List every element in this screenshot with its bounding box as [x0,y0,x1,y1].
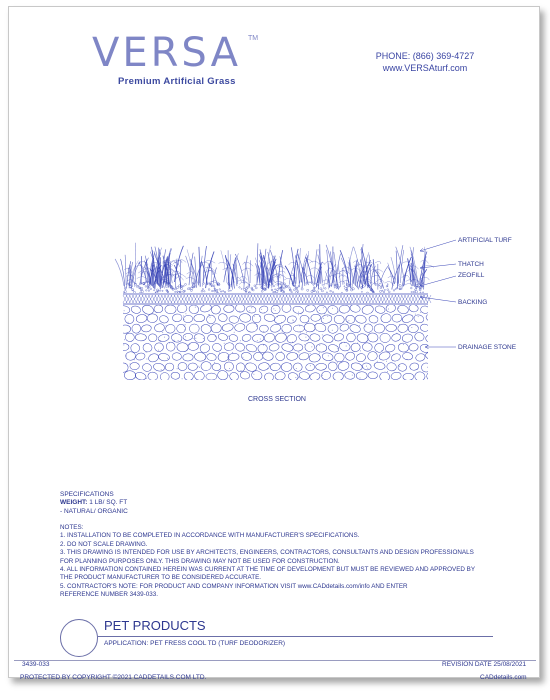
note-line: THE PRODUCT MANUFACTURER TO BE CONSIDERED ACCURATE. [60,574,262,582]
label-backing: BACKING [458,299,488,306]
logo-tagline: Premium Artificial Grass [118,76,236,87]
label-zeofill: ZEOFILL [458,272,485,279]
specifications-block [60,491,128,516]
notes-block [60,524,500,600]
website-link[interactable]: www.VERSAturf.com [382,63,468,73]
weight-spec [60,499,128,507]
reference-number: 3439-033 [22,661,50,668]
note-line: 5. CONTRACTOR'S NOTE: FOR PRODUCT AND COMPANY INFORMATION VISIT www.CADdetails.com/info AND ENTER [60,582,408,590]
drawing-subtitle: APPLICATION: PET FRESS COOL TD (TURF DEODORIZER) [104,640,286,647]
copyright-notice: PROTECTED BY COPYRIGHT ©2021 CADDETAILS.COM LTD. [20,674,207,681]
label-artificial-turf: ARTIFICIAL TURF [458,237,512,244]
drawing-title: PET PRODUCTS [104,618,206,633]
versa-logo-wordmark: VERSA [92,30,241,76]
weight-label: WEIGHT: [60,499,88,507]
weight-value: 1 LB/ SQ. FT [87,499,128,507]
note-line: FOR PLANNING PURPOSES ONLY. THIS DRAWING MAY NOT BE USED FOR CONSTRUCTION. [60,557,340,565]
notes-heading: NOTES: [60,524,84,531]
material-spec: - NATURAL/ ORGANIC [60,507,128,515]
revision-date: REVISION DATE 25/08/2021 [442,661,527,668]
note-line: 4. ALL INFORMATION CONTAINED HEREIN WAS CURRENT AT THE TIME OF DEVELOPMENT BUT MUST BE REVIEWED AND APPROVED BY [60,566,476,574]
note-line: REFERENCE NUMBER 3439-033. [60,591,158,599]
trademark-mark: TM [248,35,259,42]
caddetails-link[interactable]: CADdetails.com [480,674,527,681]
note-line: 2. DO NOT SCALE DRAWING. [60,540,148,548]
specifications-heading: SPECIFICATIONS [60,491,114,498]
contact-block [360,50,490,74]
label-thatch: THATCH [458,261,484,268]
title-circle-symbol [60,619,98,657]
label-drainage-stone: DRAINAGE STONE [458,344,517,351]
note-line: 3. THIS DRAWING IS INTENDED FOR USE BY ARCHITECTS, ENGINEERS, CONTRACTORS, CONSULTANTS AND DESIGN PROFESSIONALS [60,549,474,557]
phone-number: PHONE: (866) 369-4727 [375,51,475,61]
cross-section-caption: CROSS SECTION [248,396,306,403]
note-line: 1. INSTALLATION TO BE COMPLETED IN ACCORDANCE WITH MANUFACTURER'S SPECIFICATIONS. [60,532,360,540]
title-divider [98,636,493,637]
